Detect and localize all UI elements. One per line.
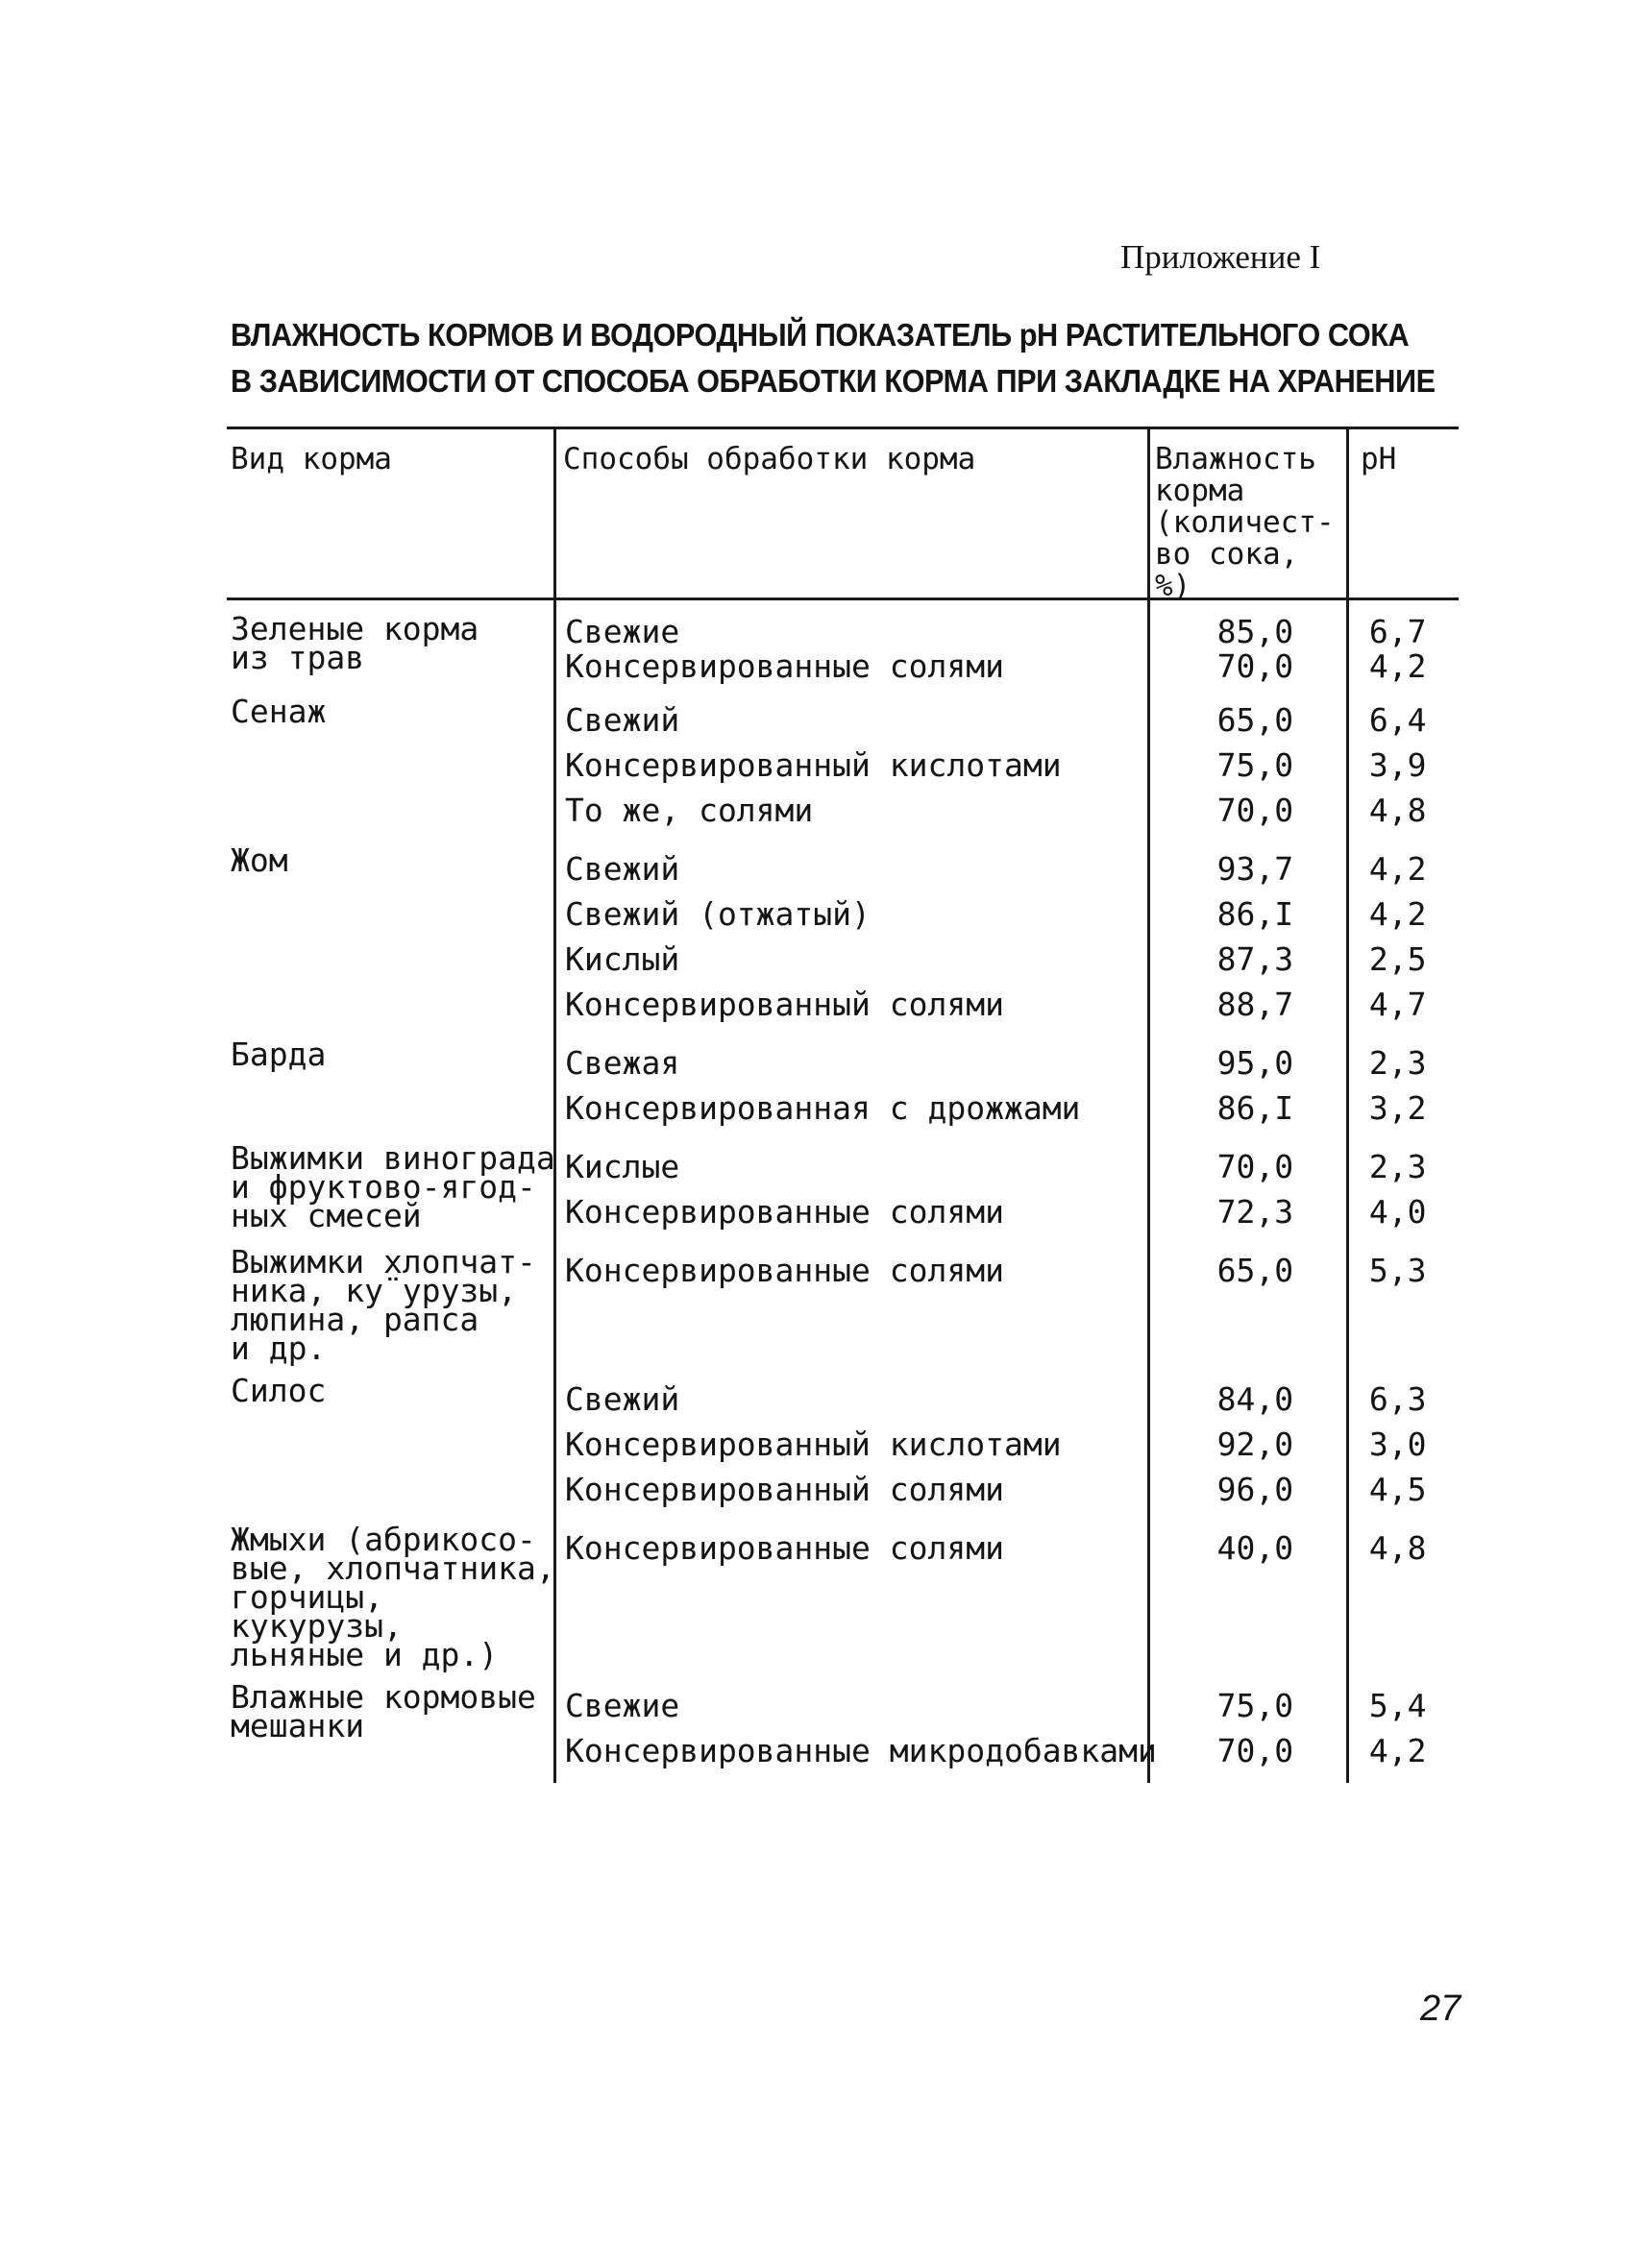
moisture-value: 70,0 <box>1216 792 1294 829</box>
ph-value: 4,2 <box>1368 895 1427 933</box>
feed-type-cell <box>229 1036 557 1144</box>
ph-value: 2,3 <box>1368 1044 1427 1082</box>
ph-value: 3,0 <box>1368 1426 1427 1463</box>
moisture-value: 70,0 <box>1216 647 1294 685</box>
method-value: Консервированный солями <box>565 1471 1004 1508</box>
feed-type-line: Зеленые корма <box>231 610 479 647</box>
ph-value: 6,4 <box>1368 701 1427 739</box>
feed-type-line: Барда <box>231 1036 327 1073</box>
feed-type-line: Жмыхи (абрикосо- <box>231 1521 536 1558</box>
feed-type-line: Выжимки винограда <box>231 1139 555 1177</box>
feed-type-line: Жом <box>231 841 288 879</box>
feed-type-cell <box>229 693 557 846</box>
moisture-cell <box>1157 846 1354 1040</box>
feed-type-cell <box>229 610 557 697</box>
method-value: Консервированные солями <box>565 647 1004 685</box>
method-value: Свежая <box>565 1044 680 1082</box>
ph-cell <box>1354 1683 1480 1787</box>
feed-type-cell <box>229 841 557 1040</box>
moisture-cell <box>1157 697 1354 846</box>
header-feed-type: Вид корма <box>231 442 392 476</box>
method-value: Свежий <box>565 1380 680 1418</box>
ph-value: 2,3 <box>1368 1148 1427 1185</box>
table-row <box>229 846 1480 1040</box>
ph-cell <box>1354 1525 1480 1683</box>
feed-type-cell <box>229 1243 557 1377</box>
method-cell <box>557 1683 1157 1787</box>
ph-value: 4,7 <box>1368 986 1427 1023</box>
table-row <box>229 1377 1480 1525</box>
table-row <box>229 1040 1480 1144</box>
method-cell <box>557 1144 1157 1248</box>
moisture-cell <box>1157 1377 1354 1525</box>
table-row <box>229 1683 1480 1787</box>
method-value: Консервированные солями <box>565 1252 1004 1289</box>
moisture-cell <box>1157 615 1354 697</box>
ph-value: 4,8 <box>1368 792 1427 829</box>
method-value: Кислый <box>565 940 680 978</box>
ph-value: 4,2 <box>1368 647 1427 685</box>
method-value: Консервированные солями <box>565 1193 1004 1231</box>
ph-cell <box>1354 1248 1480 1377</box>
ph-cell <box>1354 697 1480 846</box>
feed-type-line: ника, ку¨урузы, <box>231 1272 518 1309</box>
header-moisture: Влажность корма (количест- во сока, %) <box>1155 442 1335 603</box>
method-cell <box>557 1525 1157 1683</box>
method-value: Консервированные микродобавками <box>565 1732 1157 1769</box>
moisture-value: 88,7 <box>1216 986 1294 1023</box>
moisture-value: 93,7 <box>1216 850 1294 888</box>
method-value: Консервированные солями <box>565 1529 1004 1567</box>
table-row <box>229 1144 1480 1248</box>
table-row <box>229 697 1480 846</box>
ph-value: 5,3 <box>1368 1252 1427 1289</box>
ph-cell <box>1354 615 1480 697</box>
feed-type-cell <box>229 1521 557 1683</box>
ph-cell <box>1354 1144 1480 1248</box>
header-method: Способы обработки корма <box>563 442 976 476</box>
moisture-cell <box>1157 1683 1354 1787</box>
ph-value: 4,5 <box>1368 1471 1427 1508</box>
document-title <box>231 312 1436 404</box>
moisture-value: 85,0 <box>1216 613 1294 650</box>
method-cell <box>557 1040 1157 1144</box>
feed-type-line: и фруктово-ягод- <box>231 1168 536 1206</box>
ph-cell <box>1354 1377 1480 1525</box>
method-cell <box>557 1248 1157 1377</box>
method-value: Свежие <box>565 613 680 650</box>
title-line-2: В ЗАВИСИМОСТИ ОТ СПОСОБА ОБРАБОТКИ КОРМА ПРИ ЗАКЛАДКЕ НА ХРАНЕНИЕ <box>231 363 1436 399</box>
method-value: Консервированная с дрожжами <box>565 1089 1081 1127</box>
moisture-value: 70,0 <box>1216 1148 1294 1185</box>
ph-value: 5,4 <box>1368 1687 1427 1724</box>
method-value: Консервированный кислотами <box>565 1426 1062 1463</box>
feed-type-line: вые, хлопчатника, <box>231 1549 555 1587</box>
ph-value: 6,7 <box>1368 613 1427 650</box>
method-value: Свежий <box>565 701 680 739</box>
feed-type-line: мешанки <box>231 1707 365 1744</box>
ph-value: 3,9 <box>1368 746 1427 784</box>
ph-value: 2,5 <box>1368 940 1427 978</box>
ph-value: 6,3 <box>1368 1380 1427 1418</box>
moisture-value: 65,0 <box>1216 1252 1294 1289</box>
method-cell <box>557 1377 1157 1525</box>
moisture-value: 86,I <box>1216 895 1294 933</box>
feed-type-line: Сенаж <box>231 693 327 730</box>
method-value: Свежие <box>565 1687 680 1724</box>
feed-type-line: горчицы, кукурузы, <box>231 1578 403 1645</box>
feed-type-cell <box>229 1372 557 1525</box>
feed-type-line: Выжимки хлопчат- <box>231 1243 536 1280</box>
feed-type-line: и др. <box>231 1329 327 1367</box>
title-line-1: ВЛАЖНОСТЬ КОРМОВ И ВОДОРОДНЫЙ ПОКАЗАТЕЛЬ рН РАСТИТЕЛЬНОГО СОКА <box>231 317 1410 353</box>
table-row <box>229 1525 1480 1683</box>
ph-cell <box>1354 1040 1480 1144</box>
ph-value: 4,2 <box>1368 850 1427 888</box>
method-value: Кислые <box>565 1148 680 1185</box>
ph-value: 4,2 <box>1368 1732 1427 1769</box>
feed-table <box>229 610 1480 1787</box>
moisture-value: 84,0 <box>1216 1380 1294 1418</box>
feed-type-line: льняные и др.) <box>231 1636 499 1673</box>
method-cell <box>557 846 1157 1040</box>
table-top-rule <box>227 427 1459 429</box>
moisture-cell <box>1157 1525 1354 1683</box>
method-value: Консервированный солями <box>565 986 1004 1023</box>
ph-value: 3,2 <box>1368 1089 1427 1127</box>
moisture-cell <box>1157 1248 1354 1377</box>
feed-type-cell <box>229 1678 557 1787</box>
moisture-value: 75,0 <box>1216 746 1294 784</box>
table-row <box>229 615 1480 697</box>
moisture-value: 92,0 <box>1216 1426 1294 1463</box>
moisture-cell <box>1157 1144 1354 1248</box>
moisture-value: 96,0 <box>1216 1471 1294 1508</box>
moisture-value: 86,I <box>1216 1089 1294 1127</box>
page-number: 27 <box>1420 1988 1461 2029</box>
ph-cell <box>1354 846 1480 1040</box>
ph-value: 4,8 <box>1368 1529 1427 1567</box>
table-row <box>229 1248 1480 1377</box>
moisture-value: 40,0 <box>1216 1529 1294 1567</box>
method-cell <box>557 697 1157 846</box>
ph-value: 4,0 <box>1368 1193 1427 1231</box>
moisture-cell <box>1157 1040 1354 1144</box>
feed-type-line: Влажные кормовые <box>231 1678 536 1716</box>
method-value: Свежий (отжатый) <box>565 895 871 933</box>
appendix-label: Приложение I <box>1120 238 1321 276</box>
header-ph: pH <box>1361 442 1397 476</box>
feed-type-line: Силос <box>231 1372 327 1409</box>
moisture-value: 87,3 <box>1216 940 1294 978</box>
feed-type-line: из трав <box>231 639 365 676</box>
feed-type-line: люпина, рапса <box>231 1301 479 1338</box>
moisture-value: 70,0 <box>1216 1732 1294 1769</box>
method-value: Консервированный кислотами <box>565 746 1062 784</box>
moisture-value: 75,0 <box>1216 1687 1294 1724</box>
feed-type-line: ных смесей <box>231 1197 422 1234</box>
method-cell <box>557 615 1157 697</box>
moisture-value: 72,3 <box>1216 1193 1294 1231</box>
feed-type-cell <box>229 1139 557 1248</box>
method-value: Свежий <box>565 850 680 888</box>
moisture-value: 95,0 <box>1216 1044 1294 1082</box>
method-value: То же, солями <box>565 792 814 829</box>
moisture-value: 65,0 <box>1216 701 1294 739</box>
